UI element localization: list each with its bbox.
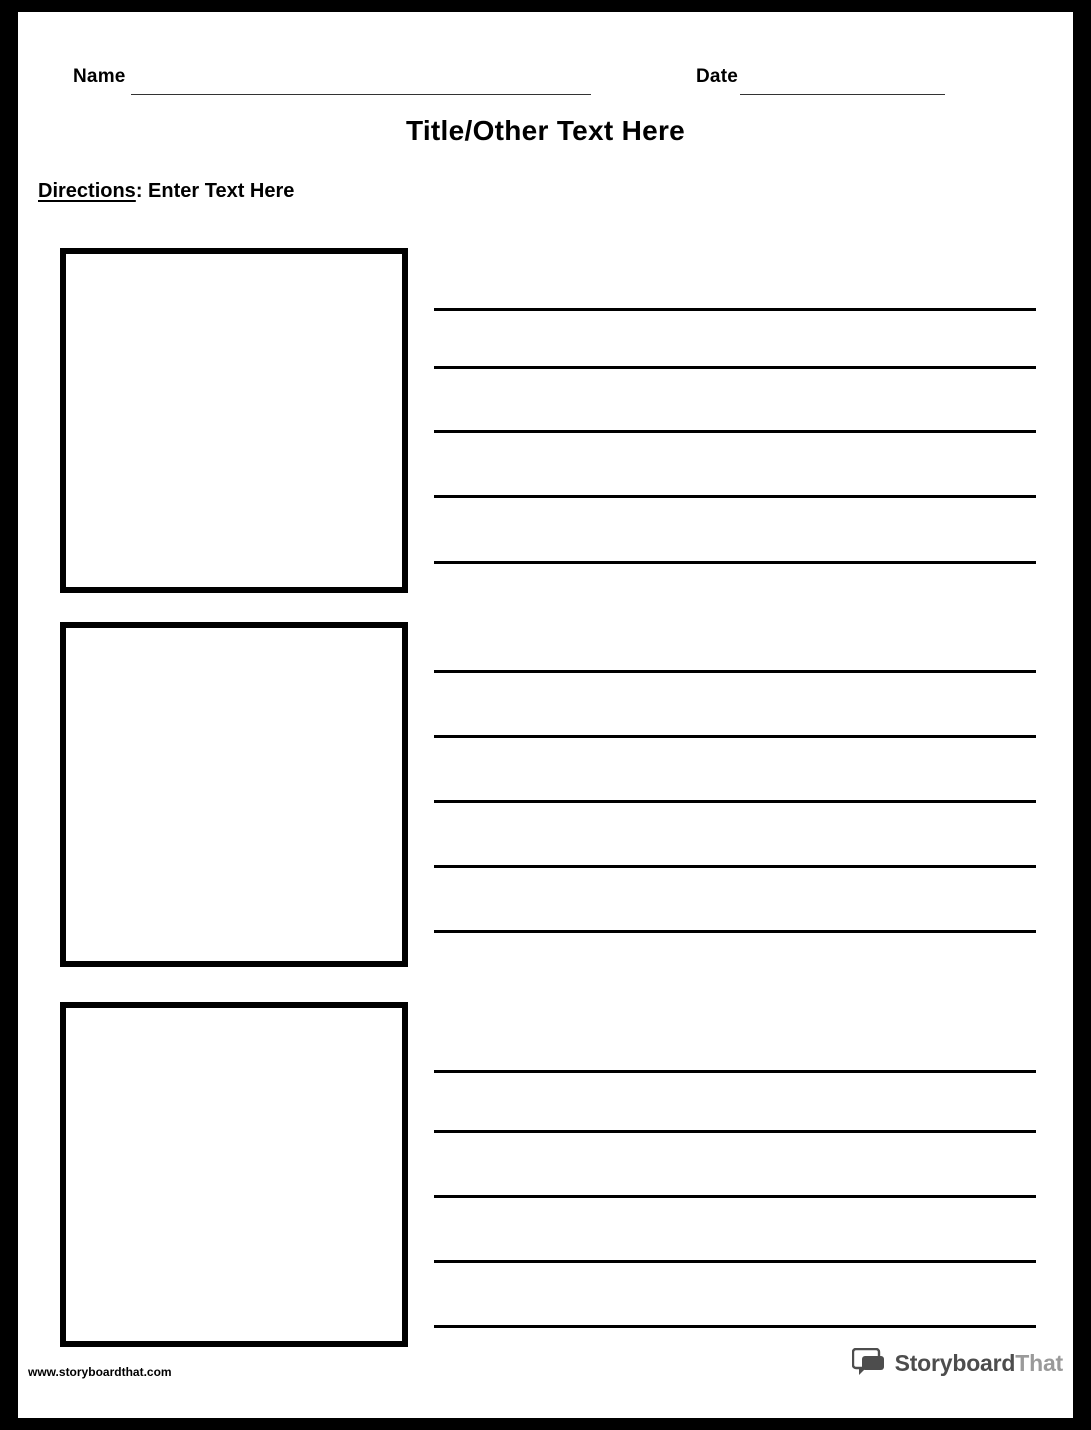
page-title[interactable]: Title/Other Text Here [405,115,686,146]
brand-secondary: That [1015,1349,1063,1376]
write-line[interactable] [434,1195,1036,1198]
brand-primary: Storyboard [894,1349,1016,1376]
write-lines-2 [434,622,1036,967]
write-line[interactable] [434,1070,1036,1073]
footer-url[interactable]: www.storyboardthat.com [28,1365,172,1379]
write-line[interactable] [434,430,1036,433]
directions-text[interactable]: Enter Text Here [148,180,295,202]
date-label: Date [696,66,738,87]
write-line[interactable] [434,1260,1036,1263]
write-line[interactable] [434,865,1036,868]
write-line[interactable] [434,735,1036,738]
directions-label: Directions [38,180,136,202]
worksheet-rows [18,12,1073,1418]
speech-bubble-icon [852,1348,886,1378]
write-lines-1 [434,248,1036,593]
write-line[interactable] [434,670,1036,673]
brand-logo[interactable] [852,1348,1063,1378]
write-line[interactable] [434,1325,1036,1328]
write-line[interactable] [434,308,1036,311]
name-label: Name [73,66,126,87]
worksheet-row [18,248,1073,610]
directions-separator: : [135,180,149,202]
image-box-2[interactable] [60,622,408,967]
write-line[interactable] [434,800,1036,803]
brand-text [895,1350,1063,1377]
write-line[interactable] [434,1130,1036,1133]
image-box-1[interactable] [60,248,408,593]
write-line[interactable] [434,495,1036,498]
write-line[interactable] [434,930,1036,933]
write-line[interactable] [434,366,1036,369]
worksheet-row [18,1002,1073,1364]
write-line[interactable] [434,561,1036,564]
write-lines-3 [434,1002,1036,1347]
image-box-3[interactable] [60,1002,408,1347]
worksheet-row [18,622,1073,984]
worksheet-page [18,12,1073,1418]
